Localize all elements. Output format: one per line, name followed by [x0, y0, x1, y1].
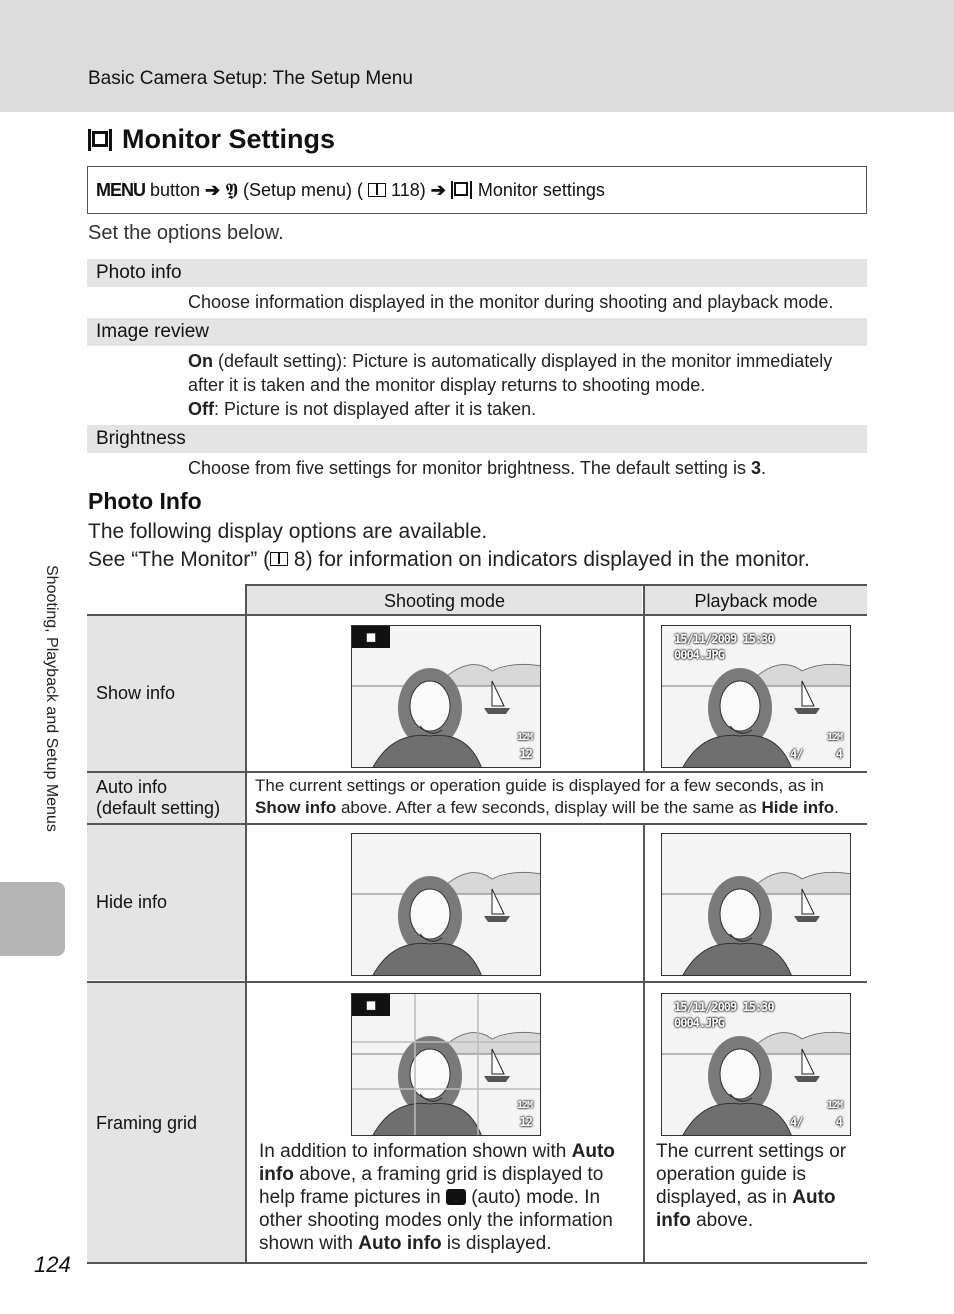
- monitor-settings-icon: [88, 129, 114, 151]
- framing-grid-playback-screen: [661, 993, 851, 1136]
- option-image-review: Image review: [87, 318, 867, 346]
- divider: [87, 1262, 867, 1264]
- option-photo-info-desc: Choose information displayed in the monitor during shooting and playback mode.: [188, 292, 834, 312]
- hide-info-shooting-screen: [351, 833, 541, 976]
- divider: [87, 771, 867, 773]
- image-size-icon: 12M: [516, 732, 532, 743]
- brightness-default: 3: [750, 458, 761, 478]
- book-icon: [368, 183, 386, 197]
- header-band: [0, 0, 954, 112]
- menu-path-page: 118): [391, 179, 426, 200]
- divider: [245, 584, 247, 1264]
- image-size-icon: 12M: [826, 732, 842, 743]
- grid-shoot-text-auto-info-2: Auto info: [358, 1233, 442, 1254]
- hide-info-playback-screen: [661, 833, 851, 976]
- photo-info-line-1: The following display options are available.: [88, 520, 488, 543]
- row-show-info: Show info: [87, 616, 245, 771]
- page-number: 124: [34, 1252, 71, 1277]
- date-time: 15/11/2009 15:30: [674, 1000, 774, 1014]
- frame-total: 4: [835, 1115, 842, 1129]
- auto-info-text-end: .: [834, 798, 839, 817]
- off-label: Off: [188, 399, 214, 419]
- divider: [87, 614, 867, 616]
- option-brightness: Brightness: [87, 425, 867, 453]
- grid-play-text-auto-info: Auto info: [656, 1187, 836, 1231]
- row-auto-info-default: (default setting): [96, 798, 221, 818]
- on-label: On: [188, 351, 213, 371]
- row-hide-info: Hide info: [87, 825, 245, 980]
- menu-path-destination: Monitor settings: [477, 179, 605, 200]
- menu-path-button: button: [150, 179, 201, 200]
- file-name: 0004.JPG: [674, 1016, 724, 1030]
- framing-grid-playback-description: [656, 1140, 861, 1232]
- grid-shoot-text-end: is displayed.: [441, 1233, 552, 1254]
- row-framing-grid: Framing grid: [87, 983, 245, 1263]
- grid-shoot-text-c: above, a framing grid is displayed to help frame pictures in: [259, 1164, 604, 1208]
- camera-icon: [446, 1189, 466, 1205]
- frame-total: 4: [835, 747, 842, 761]
- divider: [643, 823, 645, 1264]
- divider: [247, 584, 867, 586]
- row-auto-info-label: Auto info: [96, 777, 168, 797]
- image-size-icon: 12M: [826, 1100, 842, 1111]
- brightness-desc-end: .: [760, 458, 766, 478]
- on-text: (default setting): Picture is automatically displayed in the monitor immediately after it is taken and the monitor display returns to shooting mode.: [188, 351, 833, 395]
- auto-info-text-c: above. After a few seconds, display will be the same as: [336, 798, 762, 817]
- photo-info-line-2: [88, 548, 810, 572]
- auto-info-text-show: Show info: [255, 798, 337, 817]
- book-icon: [270, 552, 288, 566]
- scene-illustration: [352, 834, 541, 976]
- breadcrumb: Basic Camera Setup: The Setup Menu: [88, 68, 413, 89]
- off-text: : Picture is not displayed after it is taken.: [214, 399, 537, 419]
- grid-shoot-text-a: In addition to information shown with: [259, 1141, 572, 1162]
- photo-info-line-2-pre: See “The Monitor” (: [88, 548, 271, 571]
- grid-shoot-text-d: (auto) mode. In other shooting modes only the information shown with: [259, 1187, 613, 1254]
- frame-number: 4/: [790, 747, 803, 761]
- arrow-right-icon: ➔: [430, 179, 446, 200]
- show-info-shooting-screen: [351, 625, 541, 768]
- shots-remaining: 12: [519, 747, 532, 761]
- option-brightness-desc: [188, 456, 863, 480]
- option-photo-info: Photo info: [87, 259, 867, 287]
- section-photo-info: Photo Info: [88, 488, 202, 514]
- camera-mode-icon: ◼: [352, 994, 390, 1016]
- photo-info-line-2-post: 8) for information on indicators displayed in the monitor.: [288, 548, 810, 571]
- frame-number: 4/: [790, 1115, 803, 1129]
- framing-grid-shooting-description: [259, 1140, 637, 1255]
- divider: [643, 584, 645, 773]
- brightness-desc-text: Choose from five settings for monitor brightness. The default setting is: [188, 458, 751, 478]
- auto-info-text-hide: Hide info: [761, 798, 835, 817]
- option-image-review-desc: [188, 349, 863, 421]
- camera-mode-icon: ◼: [352, 626, 390, 648]
- grid-shoot-text-auto-info: Auto info: [259, 1141, 615, 1185]
- auto-info-description: [255, 775, 860, 819]
- col-shooting-mode: Shooting mode: [247, 586, 642, 614]
- auto-info-text-a: The current settings or operation guide is displayed for a few seconds, as in: [255, 776, 824, 795]
- monitor-settings-icon: [451, 181, 473, 199]
- menu-button-icon: MENU: [96, 179, 145, 200]
- row-auto-info: [87, 773, 245, 823]
- shots-remaining: 12: [519, 1115, 532, 1129]
- image-size-icon: 12M: [516, 1100, 532, 1111]
- file-name: 0004.JPG: [674, 648, 724, 662]
- date-time: 15/11/2009 15:30: [674, 632, 774, 646]
- divider: [87, 981, 867, 983]
- wrench-icon: 𝖄: [225, 179, 238, 200]
- grid-play-text-a: The current settings or operation guide is displayed, as in: [656, 1141, 847, 1208]
- show-info-playback-screen: [661, 625, 851, 768]
- menu-path-setup: (Setup menu) (: [242, 179, 364, 200]
- framing-grid-shooting-screen: [351, 993, 541, 1136]
- chapter-side-label: Shooting, Playback and Setup Menus: [43, 565, 60, 832]
- menu-path: [87, 166, 867, 214]
- intro-text: Set the options below.: [88, 222, 284, 244]
- col-playback-mode: Playback mode: [645, 586, 867, 614]
- page-title-text: Monitor Settings: [122, 124, 335, 154]
- divider: [87, 823, 867, 825]
- arrow-right-icon: ➔: [205, 179, 221, 200]
- scene-illustration: [662, 834, 851, 976]
- grid-play-text-end: above.: [690, 1210, 754, 1231]
- page-title: [88, 124, 335, 155]
- chapter-tab: [0, 882, 65, 956]
